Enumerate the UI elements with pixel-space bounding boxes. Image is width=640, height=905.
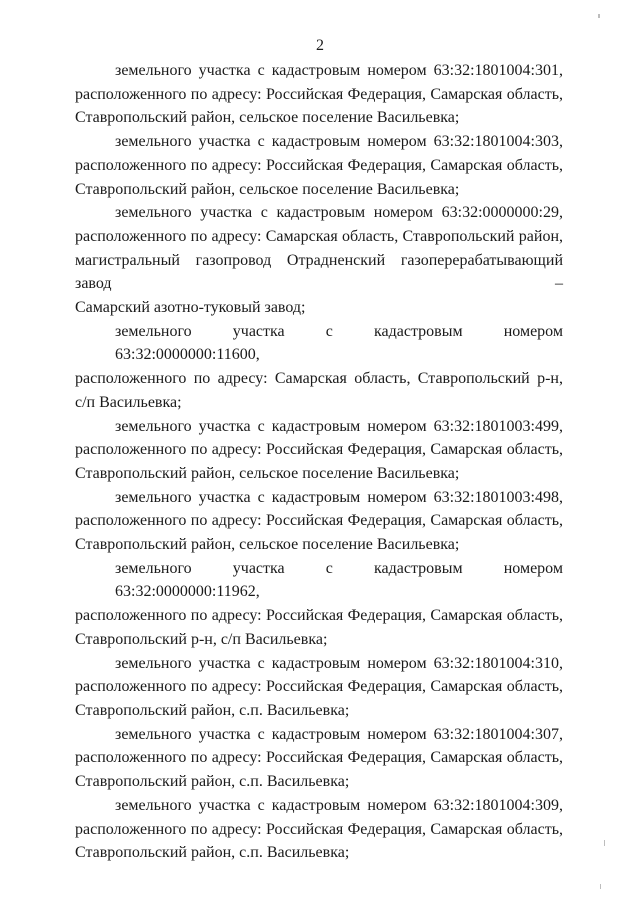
paragraph-line: расположенного по адресу: Российская Федерация, Самарская область,: [75, 820, 563, 838]
paragraph-line: Ставропольский р-н, с/п Васильевка;: [75, 630, 328, 648]
paragraph-line: земельного участка с кадастровым номером 63:32:1801004:301,: [115, 62, 563, 79]
paragraph-line: Ставропольский район, с.п. Васильевка;: [75, 773, 350, 791]
paragraph-line: расположенного по адресу: Российская Федерация, Самарская область,: [75, 156, 563, 174]
page-number: 2: [316, 37, 324, 54]
paragraph-line: расположенного по адресу: Самарская область, Ставропольский р-н,: [75, 370, 563, 388]
paragraph: [75, 415, 563, 486]
paragraph-line: расположенного по адресу: Российская Федерация, Самарская область,: [75, 512, 563, 530]
paragraph-line: земельного участка с кадастровым номером 63:32:1801004:303,: [115, 133, 563, 151]
document-body: [75, 59, 563, 865]
paragraph: [75, 320, 563, 415]
paragraph-line: земельного участка с кадастровым номером 63:32:1801004:307,: [115, 725, 563, 743]
paragraph-line: расположенного по адресу: Российская Федерация, Самарская область,: [75, 607, 563, 625]
paragraph: [75, 486, 563, 557]
paragraph-line: земельного участка с кадастровым номером 63:32:0000000:11600,: [115, 322, 563, 364]
paragraph-line: с/п Васильевка;: [75, 393, 182, 411]
paragraph-line: расположенного по адресу: Российская Федерация, Самарская область,: [75, 441, 563, 459]
paragraph: [75, 557, 563, 652]
paragraph-line: земельного участка с кадастровым номером 63:32:1801003:499,: [115, 417, 563, 435]
scan-mark: [598, 14, 600, 18]
paragraph-line: Ставропольский район, с.п. Васильевка;: [75, 701, 350, 719]
paragraph-line: Ставропольский район, сельское поселение Васильевка;: [75, 464, 460, 482]
paragraph: [75, 201, 563, 320]
paragraph-line: Ставропольский район, сельское поселение Васильевка;: [75, 536, 460, 554]
paragraph: [75, 59, 563, 130]
paragraph-line: земельного участка с кадастровым номером 63:32:1801004:310,: [115, 654, 563, 672]
paragraph-line: расположенного по адресу: Российская Федерация, Самарская область,: [75, 749, 563, 767]
paragraph-line: Ставропольский район, сельское поселение Васильевка;: [75, 109, 460, 127]
paragraph-line: земельного участка с кадастровым номером 63:32:1801004:309,: [115, 796, 563, 814]
scan-mark: [604, 840, 605, 846]
paragraph-line: земельного участка с кадастровым номером 63:32:1801003:498,: [115, 488, 563, 506]
paragraph-line: расположенного по адресу: Российская Федерация, Самарская область,: [75, 678, 563, 696]
paragraph: [75, 723, 563, 794]
paragraph: [75, 130, 563, 201]
paragraph-line: земельного участка с кадастровым номером 63:32:0000000:29,: [115, 204, 563, 222]
paragraph-line: расположенного по адресу: Самарская область, Ставропольский район,: [75, 227, 563, 245]
paragraph: [75, 794, 563, 865]
paragraph-line: магистральный газопровод Отрадненский газоперерабатывающий завод –: [75, 251, 563, 293]
paragraph: [75, 652, 563, 723]
paragraph-line: Ставропольский район, с.п. Васильевка;: [75, 844, 350, 862]
paragraph-line: Самарский азотно-туковый завод;: [75, 299, 306, 317]
paragraph-line: Ставропольский район, сельское поселение Васильевка;: [75, 180, 460, 198]
paragraph-line: расположенного по адресу: Российская Федерация, Самарская область,: [75, 85, 563, 103]
scan-mark: [600, 884, 601, 889]
paragraph-line: земельного участка с кадастровым номером 63:32:0000000:11962,: [115, 559, 563, 601]
